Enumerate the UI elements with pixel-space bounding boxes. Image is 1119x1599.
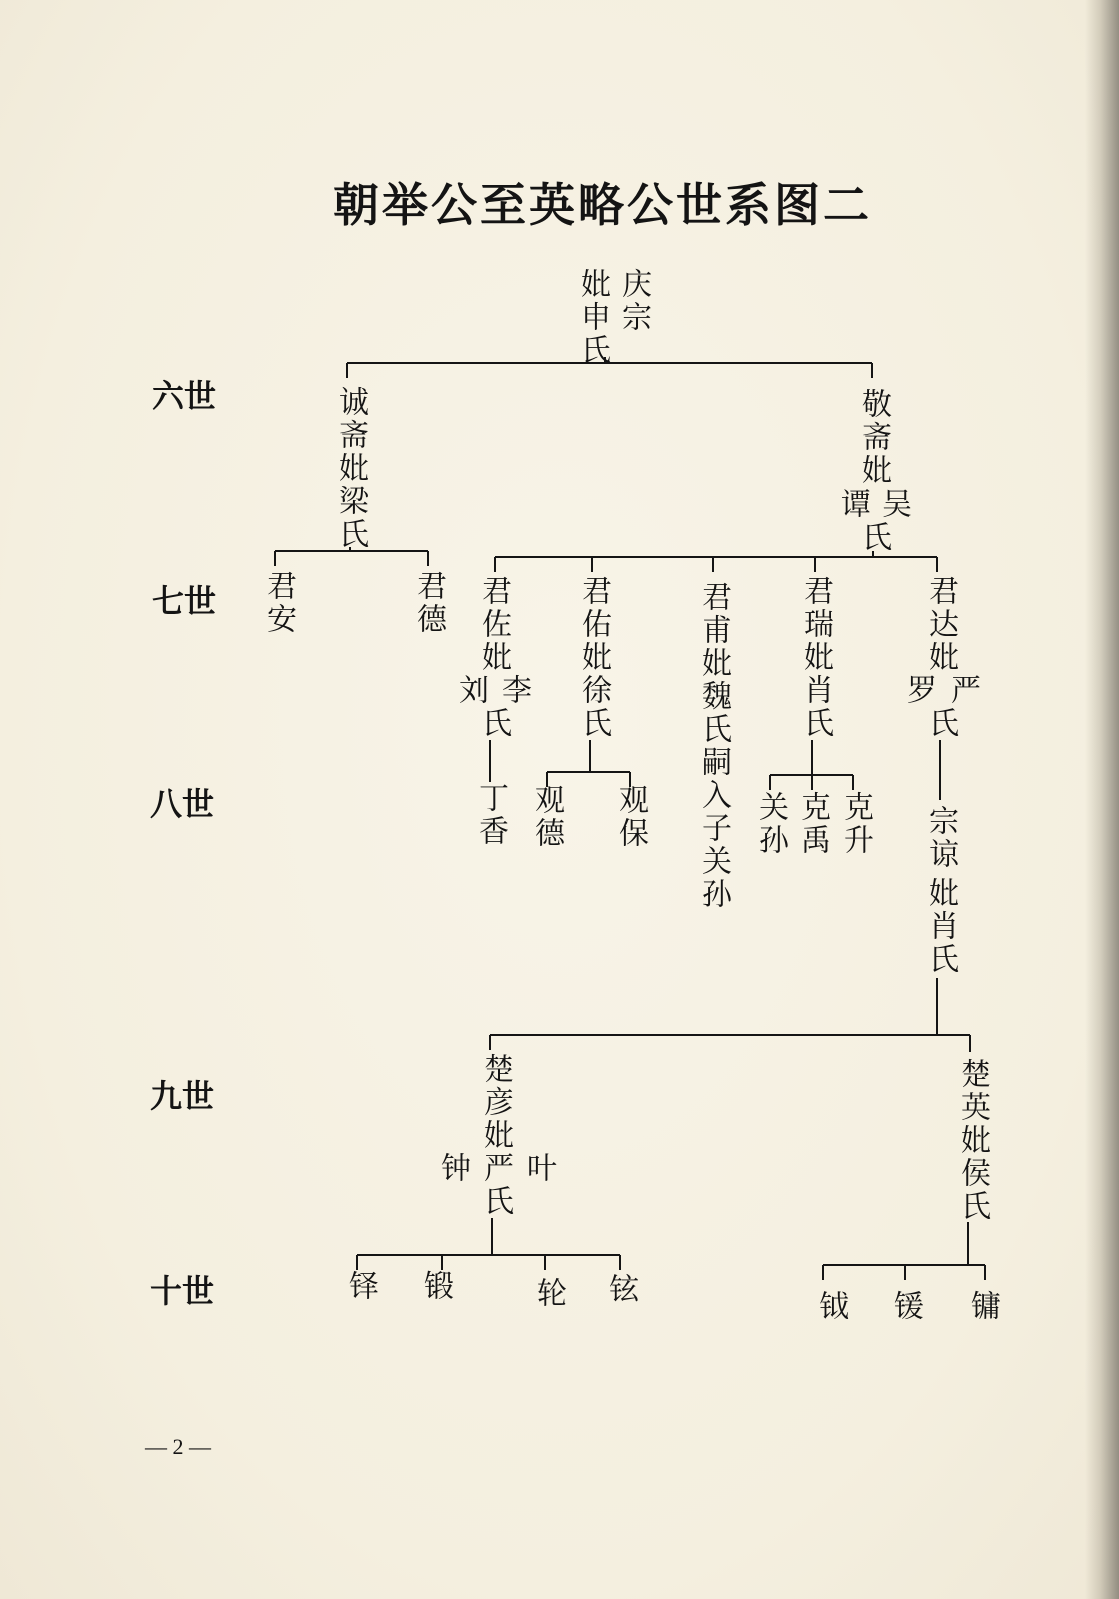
node-jun-you: 君佑妣徐氏 [576,575,611,740]
node-jun-zuo-wife-left: 刘 [453,674,488,707]
node-jun-zuo-suffix: 氏 [476,707,511,740]
node-jing-zhai: 敬斋妣 [856,388,891,487]
node-jing-zhai-wife-left: 谭 [835,488,870,521]
node-jun-an: 君安 [261,570,296,636]
node-chu-yan-wife-right: 叶 [521,1152,556,1185]
node-ding-xiang: 丁香 [473,782,508,848]
node-zong-liang: 宗谅 [923,805,958,871]
node-ke-yu: 克禹 [795,791,830,857]
node-gen10-1: 铎 [343,1270,378,1303]
node-gen10-2: 锻 [418,1270,453,1303]
node-guan-bao: 观保 [613,784,648,850]
node-jun-da-wife-right: 严 [945,674,980,707]
node-jing-zhai-wife-right: 吴 [876,488,911,521]
page-number: — 2 — [145,1434,211,1459]
root-spouse: 妣申氏 [575,268,610,367]
node-guan-de: 观德 [529,784,564,850]
node-zong-liang-spouse: 妣肖氏 [923,877,958,976]
generation-label-10: 十世 [150,1272,215,1310]
node-jun-da-suffix: 氏 [923,707,958,740]
page-title: 朝举公至英略公世系图二 [333,178,872,232]
node-cheng-zhai: 诚斋妣梁氏 [333,386,368,551]
node-jun-fu: 君甫妣魏氏嗣入子关孙 [696,581,731,911]
node-guan-sun: 关孙 [753,791,788,857]
node-chu-yan: 楚彦妣 [478,1053,513,1152]
node-chu-ying: 楚英妣侯氏 [955,1058,990,1223]
generation-label-8: 八世 [150,785,215,823]
node-chu-yan-wife-middle: 严 [478,1152,513,1185]
node-gen10-6: 锾 [888,1290,923,1323]
generation-label-7: 七世 [152,582,217,620]
node-gen10-5: 钺 [813,1290,848,1323]
node-jun-de: 君德 [411,570,446,636]
root-name: 庆宗 [616,268,651,334]
node-chu-yan-wife-left: 钟 [435,1152,470,1185]
node-jun-da-wife-left: 罗 [901,674,936,707]
node-jun-zuo: 君佐妣 [476,575,511,674]
node-gen10-3: 轮 [531,1277,566,1310]
node-gen10-7: 镛 [965,1290,1000,1323]
node-jun-rui: 君瑞妣肖氏 [798,575,833,740]
node-ke-sheng: 克升 [838,791,873,857]
node-jing-zhai-suffix: 氏 [856,521,891,554]
node-jun-da: 君达妣 [923,575,958,674]
node-jun-zuo-wife-right: 李 [496,674,531,707]
generation-label-9: 九世 [150,1077,215,1115]
node-gen10-4: 铉 [603,1273,638,1306]
generation-label-6: 六世 [152,377,217,415]
node-chu-yan-suffix: 氏 [478,1185,513,1218]
